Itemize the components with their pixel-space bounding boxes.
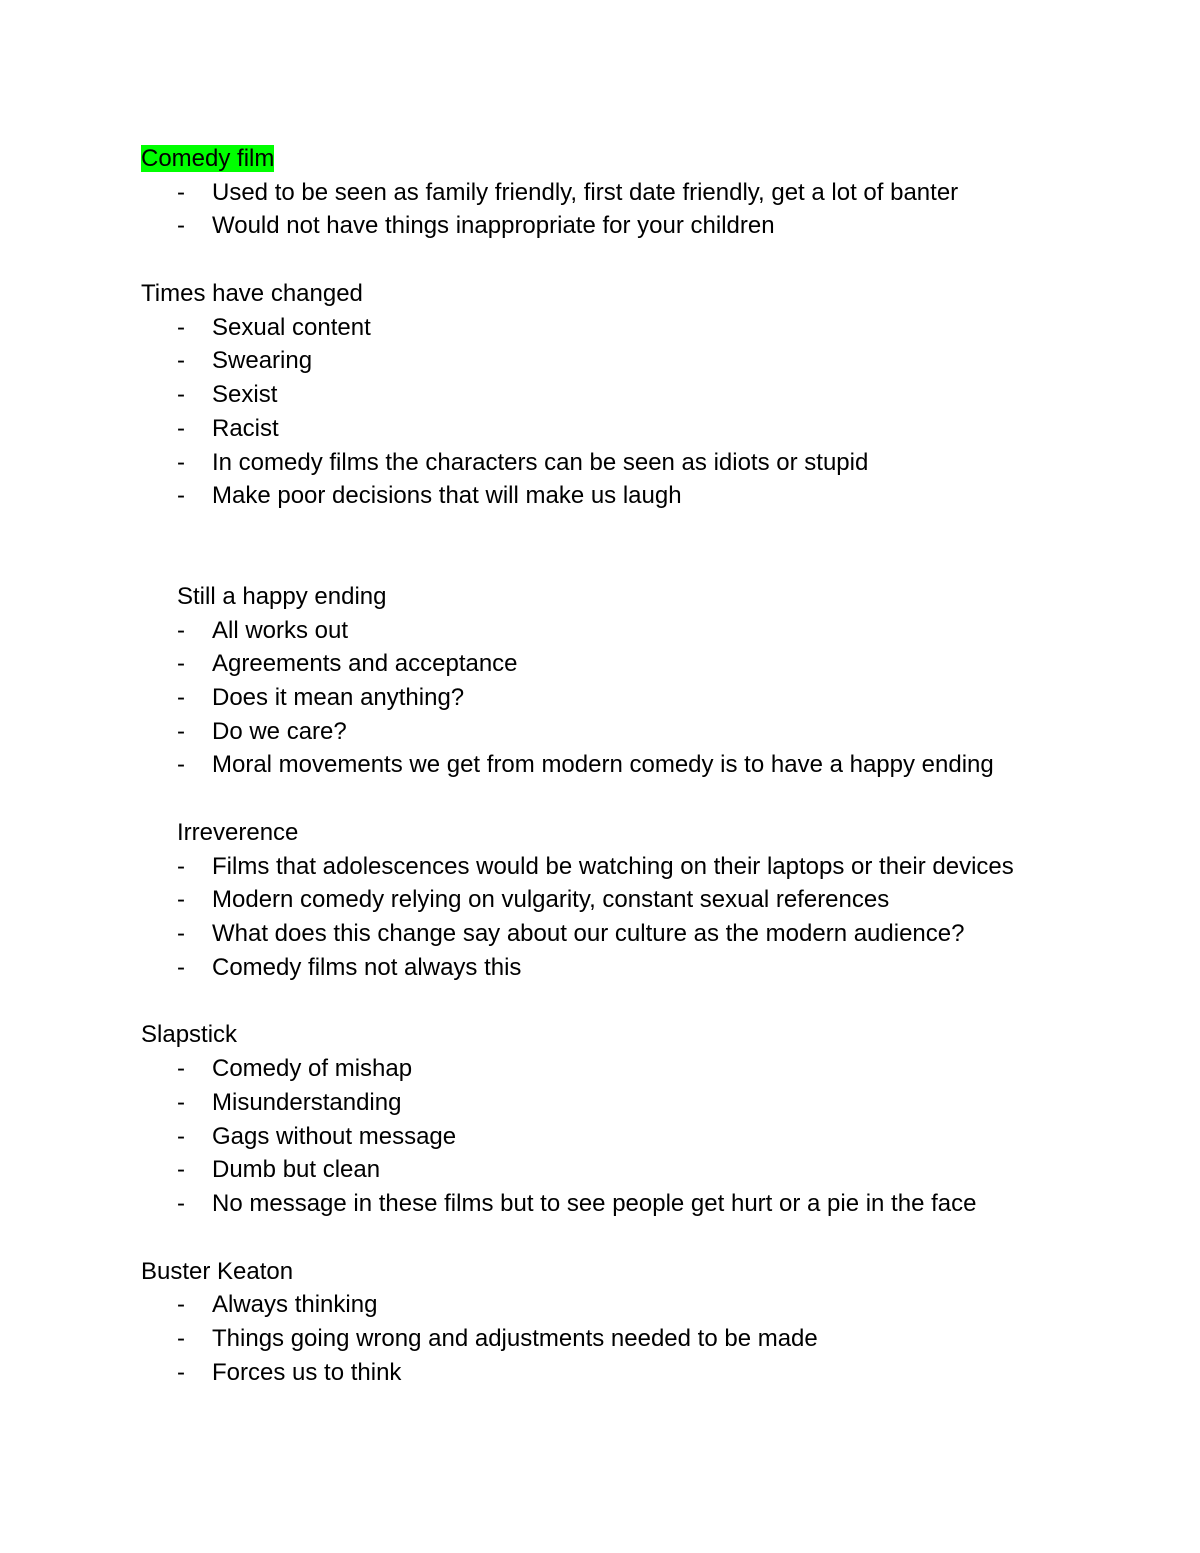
list-item-text: Used to be seen as family friendly, first date friendly, get a lot of banter — [212, 178, 959, 206]
list-item-text: Misunderstanding — [212, 1088, 402, 1116]
bullet-dash: - — [177, 448, 185, 476]
list-item — [141, 1086, 1101, 1120]
bullet-dash: - — [177, 381, 185, 409]
list-item-text: In comedy films the characters can be seen as idiots or stupid — [212, 448, 869, 476]
list-item — [141, 917, 1101, 951]
bullet-dash: - — [177, 178, 185, 206]
bullet-dash: - — [177, 1122, 185, 1150]
list-item — [141, 311, 1101, 345]
list-item-text: Sexist — [212, 381, 278, 409]
list-item — [141, 614, 1101, 648]
bullet-dash: - — [177, 683, 185, 711]
bullet-dash: - — [177, 313, 185, 341]
section-heading: Still a happy ending — [177, 582, 387, 610]
list-item-text: Agreements and acceptance — [212, 650, 518, 678]
bullet-list — [141, 176, 1101, 243]
bullet-dash: - — [177, 212, 185, 240]
list-item — [141, 176, 1101, 210]
highlighted-heading-text: Comedy film — [141, 145, 275, 172]
list-item-text: Comedy of mishap — [212, 1055, 413, 1083]
bullet-dash: - — [177, 1324, 185, 1352]
list-item — [141, 412, 1101, 446]
bullet-dash: - — [177, 886, 185, 914]
list-item — [141, 446, 1101, 480]
bullet-list — [141, 1052, 1101, 1220]
list-item-text: Does it mean anything? — [212, 683, 465, 711]
list-item — [141, 344, 1101, 378]
section-heading: Buster Keaton — [141, 1257, 294, 1285]
list-item — [141, 883, 1101, 917]
list-item-text: Comedy films not always this — [212, 953, 522, 981]
list-item-text: Do we care? — [212, 717, 347, 745]
list-item-text: Forces us to think — [212, 1358, 402, 1386]
bullet-dash: - — [177, 717, 185, 745]
section-heading: Slapstick — [141, 1021, 238, 1049]
section-comedy-film — [141, 142, 1101, 243]
list-item — [141, 748, 1101, 782]
list-item — [141, 1052, 1101, 1086]
document-content — [141, 142, 1101, 1389]
section-heading: Irreverence — [177, 819, 299, 846]
list-item — [141, 1187, 1101, 1221]
list-item-text: Swearing — [212, 347, 313, 375]
bullet-dash: - — [177, 616, 185, 644]
bullet-dash: - — [177, 751, 185, 779]
list-item — [141, 1288, 1101, 1322]
bullet-dash: - — [177, 650, 185, 678]
list-item-text: Sexual content — [212, 313, 371, 341]
list-item — [141, 1356, 1101, 1390]
section-heading — [141, 142, 1101, 176]
bullet-list — [141, 850, 1101, 985]
list-item-text: Always thinking — [212, 1291, 378, 1319]
section-still-a-happy-ending — [141, 580, 1101, 782]
list-item — [141, 850, 1101, 884]
list-item-text: Modern comedy relying on vulgarity, constant sexual references — [212, 886, 890, 914]
bullet-dash: - — [177, 920, 185, 948]
section-heading: Times have changed — [141, 280, 363, 308]
bullet-list — [141, 614, 1101, 782]
list-item — [141, 951, 1101, 985]
list-item-text: Films that adolescences would be watching on their laptops or their devices — [212, 852, 1014, 880]
list-item-text: No message in these films but to see people get hurt or a pie in the face — [212, 1189, 977, 1217]
bullet-dash: - — [177, 347, 185, 375]
list-item-text: All works out — [212, 616, 349, 644]
list-item-text: Things going wrong and adjustments needed to be made — [212, 1324, 818, 1352]
section-slapstick — [141, 1018, 1101, 1220]
list-item-text: Would not have things inappropriate for your children — [212, 212, 775, 240]
section-irreverence — [141, 816, 1101, 984]
list-item-text: What does this change say about our culture as the modern audience? — [212, 920, 965, 948]
list-item — [141, 681, 1101, 715]
list-item-text: Dumb but clean — [212, 1156, 381, 1184]
bullet-list — [141, 311, 1101, 513]
section-buster-keaton — [141, 1255, 1101, 1390]
list-item-text: Moral movements we get from modern comedy is to have a happy ending — [212, 751, 994, 779]
list-item — [141, 378, 1101, 412]
list-item-text: Gags without message — [212, 1122, 457, 1150]
bullet-dash: - — [177, 1189, 185, 1217]
bullet-dash: - — [177, 1291, 185, 1319]
bullet-list — [141, 1288, 1101, 1389]
list-item — [141, 1120, 1101, 1154]
bullet-dash: - — [177, 1088, 185, 1116]
bullet-dash: - — [177, 852, 185, 880]
list-item — [141, 647, 1101, 681]
list-item — [141, 479, 1101, 513]
list-item-text: Racist — [212, 414, 279, 442]
list-item-text: Make poor decisions that will make us laugh — [212, 482, 682, 510]
bullet-dash: - — [177, 1156, 185, 1184]
list-item — [141, 715, 1101, 749]
list-item — [141, 1153, 1101, 1187]
bullet-dash: - — [177, 1055, 185, 1083]
bullet-dash: - — [177, 414, 185, 442]
bullet-dash: - — [177, 482, 185, 510]
bullet-dash: - — [177, 1358, 185, 1386]
section-times-have-changed — [141, 277, 1101, 513]
bullet-dash: - — [177, 953, 185, 981]
list-item — [141, 209, 1101, 243]
list-item — [141, 1322, 1101, 1356]
